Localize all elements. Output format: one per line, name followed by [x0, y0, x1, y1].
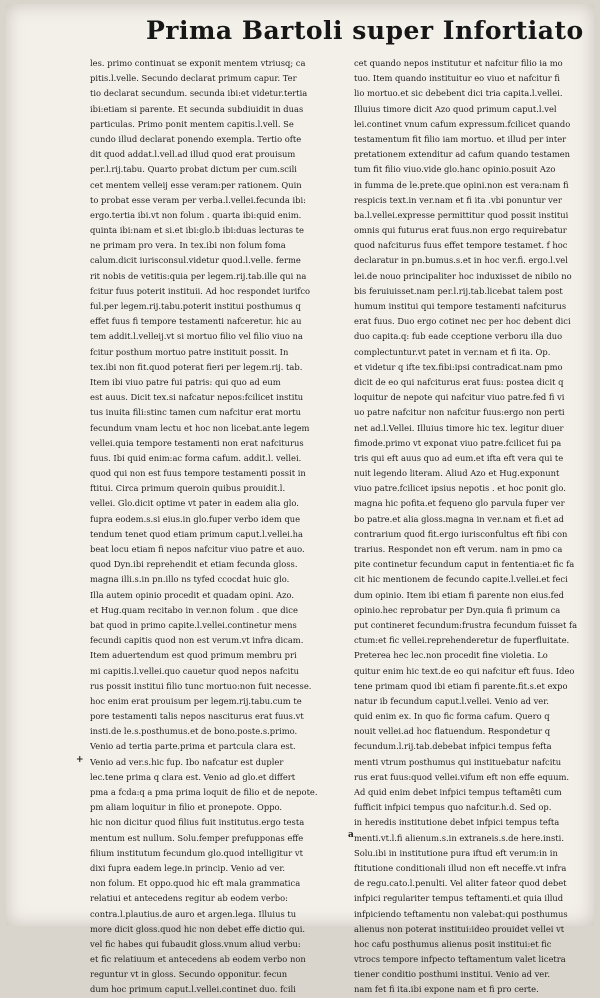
text-line: cet quando nepos institutur et nafcitur filio ia mo	[354, 58, 563, 68]
text-line: Venio ad tertia parte.prima et partcula clara est.	[90, 741, 296, 752]
text-line: quod Dyn.ibi reprehendit et etiam fecunda gloss.	[90, 559, 298, 570]
text-line: calum.dicit iurisconsul.videtur quod.l.velle. ferme	[90, 255, 301, 266]
right-text-column	[354, 56, 590, 998]
text-line: infpiciendo teftamentu non valebat:qui posthumus	[354, 908, 568, 919]
text-line: quinta ibi:nam et si.et ibi:glo.b ibi:duas lecturas te	[90, 225, 304, 236]
text-line: vellei.quia tempore testamenti non erat nafciturus	[90, 437, 304, 448]
text-line: contra.l.plautius.de auro et argen.lega. Illuius tu	[90, 908, 297, 919]
text-line: cet mentem velleij esse veram:per rationem. Quin	[90, 179, 302, 190]
text-line: per.l.rij.tabu. Quarto probat dictum per cum.scili	[90, 164, 297, 175]
text-line: tio declarat secundum. secunda ibi:et videtur.tertia	[90, 88, 308, 99]
text-line: mi capitis.l.vellei.quo cauetur quod nepos nafcitu	[90, 665, 299, 676]
text-line: in heredis institutione debet infpici tempus tefta	[354, 817, 560, 828]
text-line: fecundi capitis quod non est verum.vt infra dicam.	[90, 635, 304, 646]
text-line: reguntur vt in gloss. Secundo opponitur. fecun	[90, 969, 288, 980]
text-line: tum fit filio viuo.vide glo.hanc opinio.posuit Azo	[354, 164, 556, 175]
text-line: Item ibi viuo patre fui patris: qui quo ad eum	[90, 376, 281, 387]
text-line: bis feruiuisset.nam per.l.rij.tab.licebat talem post	[354, 285, 563, 296]
text-line: insti.de le.s.posthumus.et de bono.poste.s.primo.	[90, 726, 298, 737]
text-line: lec.tene prima q clara est. Venio ad glo.et differt	[90, 771, 296, 782]
signature-mark: a	[348, 830, 354, 840]
text-line: humum institui qui tempore testamenti nafciturus	[354, 301, 567, 311]
text-line: quod nafciturus fuus effet tempore testamet. f hoc	[354, 240, 568, 251]
text-line: loquitur de nepote qui nafcitur viuo patre.fed fi vi	[354, 392, 565, 403]
text-line: dum hoc primum caput.l.vellei.continet duo. fcili	[90, 984, 296, 995]
text-line: erat fuus. Duo ergo cotinet nec per hoc debent dici	[354, 316, 571, 327]
text-line: declaratur in pn.bumus.s.et in hoc ver.fi. ergo.l.vel	[354, 255, 568, 266]
text-line: net ad.l.Vellei. Illuius timore hic tex. legitur diuer	[354, 422, 564, 433]
text-line: tris qui eft auus quo ad eum.et ifta eft vera qui te	[354, 452, 564, 463]
text-line: et videtur q ifte tex.fibi:ipsi contradicat.nam pmo	[354, 361, 563, 372]
text-line: ba.l.vellei.expresse permittitur quod possit institui	[354, 209, 569, 220]
text-line: Illuius timore dicit Azo quod primum caput.l.vel	[354, 103, 557, 114]
text-line: fuus. Ibi quid enim:ac forma cafum. addit.l. vellei.	[90, 452, 302, 463]
text-line: testamentum fit filio iam mortuo. et illud per inter	[354, 133, 567, 144]
text-line: effet fuus fi tempore testamenti nafceretur. hic au	[90, 316, 302, 327]
text-line: vtrocs tempore infpecto teftamentum valet licetra	[354, 954, 566, 965]
text-line: particulas. Primo ponit mentem capitis.l.vell. Se	[90, 118, 294, 129]
text-line: fcitur fuus poterit instituii. Ad hoc respondet iurifco	[90, 285, 311, 296]
text-line: dixi fupra eadem lege.in princip. Venio ad ver.	[90, 862, 286, 873]
text-line: hoc enim erat prouisum per legem.rij.tabu.cum te	[90, 695, 302, 706]
book-page	[6, 4, 594, 995]
text-line: dum opinio. Item ibi etiam fi parente non eius.fed	[354, 589, 564, 600]
text-line: quid enim ex. In quo fic forma cafum. Quero q	[354, 711, 550, 722]
text-line: ibi:etiam si parente. Et secunda subdiuidit in duas	[90, 103, 304, 114]
text-line: fimode.primo vt exponat viuo patre.fcilicet fui pa	[354, 437, 562, 448]
text-line: les. primo continuat se exponit mentem vtriusq; ca	[90, 58, 306, 68]
text-line: tiener conditio posthumi institui. Venio ad ver.	[354, 969, 550, 980]
text-line: non folum. Et oppo.quod hic eft mala grammatica	[90, 878, 301, 889]
text-line: tuo. Item quando instituitur eo viuo et nafcitur fi	[354, 73, 560, 84]
text-line: tene primam quod ibi etiam fi parente.fit.s.et expo	[354, 680, 568, 691]
text-line: pitis.l.velle. Secundo declarat primum capur. Ter	[90, 73, 297, 84]
text-line: rus possit institui filio tunc mortuo:non fuit necesse.	[90, 680, 312, 691]
text-line: relatiui et antecedens regitur ab eodem verbo:	[90, 893, 288, 904]
text-line: ftitutione conditionali illud non eft neceffe.vt infra	[354, 862, 567, 873]
text-line: nam fet fi ita.ibi expone nam et fi pro certe.	[354, 984, 539, 995]
text-line: dit quod addat.l.vell.ad illud quod erat prouisum	[90, 149, 296, 160]
left-text-column	[90, 56, 342, 998]
text-line: magna illi.s.in pn.illo ns tyfed ccocdat huic glo.	[90, 574, 290, 585]
text-line: cit hic mentionem de fecundo capite.l.vellei.et feci	[354, 574, 568, 585]
text-line: vellei. Glo.dicit optime vt pater in eadem alia glo.	[90, 498, 299, 509]
text-line: fupra eodem.s.si eius.in glo.fuper verbo idem que	[90, 513, 301, 524]
text-line: quitur enim hic text.de eo qui nafcitur eft fuus. Ideo	[354, 665, 575, 676]
text-line: natur ib fecundum caput.l.vellei. Venio ad ver.	[354, 695, 549, 706]
text-line: beat locu etiam fi nepos nafcitur viuo patre et auo.	[90, 544, 305, 554]
text-line: pma a fcda:q a pma prima loquit de filio et de nepote.	[90, 787, 318, 797]
text-line: Preterea hec lec.non procedit fine violetia. Lo	[354, 650, 548, 661]
text-line: de regu.cato.l.penulti. Vel aliter fateor quod debet	[354, 878, 567, 889]
text-line: rit nobis de vetitis:quia per legem.rij.tab.ille qui na	[90, 270, 307, 281]
text-line: bo patre.et alia gloss.magna in ver.nam et fi.et ad	[354, 513, 565, 524]
text-line: hoc cafu posthumus alienus posit institui:et fic	[354, 938, 552, 949]
text-line: viuo patre.fcilicet ipsius nepotis . et hoc ponit glo.	[354, 483, 566, 494]
text-line: hic non dicitur quod filius fuit institutus.ergo testa	[90, 817, 305, 828]
text-line: lei.de nouo principaliter hoc induxisset de nibilo no	[354, 270, 572, 281]
text-line: ftitui. Circa primum queroin quibus prouidit.l.	[90, 483, 286, 494]
text-line: Illa autem opinio procedit et quadam opini. Azo.	[90, 589, 295, 600]
text-line: uo patre nafcitur non nafcitur fuus:ergo non perti	[354, 407, 565, 418]
text-line: tem addit.l.velleij.vt si mortuo filio vel filio viuo na	[90, 331, 303, 342]
text-line: est auus. Dicit tex.si nafcatur nepos:fcilicet institu	[90, 392, 304, 403]
text-line: rus erat fuus:quod vellei.vifum eft non effe equum.	[354, 771, 570, 782]
text-line: infpici regulariter tempus teftamenti.et quia illud	[354, 893, 564, 904]
text-line: Item aduertendum est quod primum membru pri	[90, 650, 297, 661]
text-line: bat quod in primo capite.l.vellei.continetur mens	[90, 619, 297, 630]
text-line: tus inuita fili:stinc tamen cum nafcitur erat mortu	[90, 407, 301, 418]
running-header: Prima Bartoli super Infortiato	[146, 16, 584, 45]
text-line: alienus non poterat institui:ideo prouidet vellei vt	[354, 923, 565, 934]
text-line: in fumma de le.prete.que opini.non est vera:nam fi	[354, 179, 569, 190]
text-line: lio mortuo.et sic debebent dici tria capita.l.vellei.	[354, 88, 563, 99]
text-line: duo capita.q: fub eade cceptione verboru illa duo	[354, 331, 563, 342]
text-line: nouit vellei.ad hoc flatuendum. Respondetur q	[354, 726, 551, 737]
text-line: mentum est nullum. Solu.femper prefupponas effe	[90, 832, 304, 843]
text-line: omnis qui futurus erat fuus.non ergo requirebatur	[354, 225, 567, 236]
text-line: trarius. Respondet non eft verum. nam in pmo ca	[354, 544, 563, 554]
text-line: more dicit gloss.quod hic non debet effe dictio qui.	[90, 923, 306, 934]
text-line: respicis text.in ver.nam et fi ita .vbi ponuntur ver	[354, 194, 562, 205]
text-line: et Hug.quam recitabo in ver.non folum . que dice	[90, 604, 298, 615]
text-line: dicit de eo qui nafciturus erat fuus: postea dicit q	[354, 376, 564, 387]
text-line: vel fic habes qui fubaudit gloss.vnum aliud verbu:	[90, 938, 301, 949]
text-line: menti.vt.l.fi alienum.s.in extraneis.s.de here.insti.	[354, 832, 564, 843]
text-line: fufficit infpici tempus quo nafcitur.h.d. Sed op.	[354, 802, 552, 813]
text-line: quod qui non est fuus tempore testamenti possit in	[90, 468, 306, 479]
text-line: fecundum vnam lectu et hoc non licebat.ante legem	[90, 422, 310, 433]
text-line: tex.ibi non fit.quod poterat fieri per legem.rij. tab.	[90, 361, 303, 372]
text-line: et fic relatiuum et antecedens ab eodem verbo non	[90, 954, 306, 965]
text-line: filium institutum fecundum glo.quod intelligitur vt	[90, 847, 303, 858]
text-line: complectuntur.vt patet in ver.nam et fi ita. Op.	[354, 346, 551, 357]
text-line: tendum tenet quod etiam primum caput.l.vellei.ha	[90, 528, 303, 539]
text-line: to probat esse veram per verba.l.vellei.fecunda ibi:	[90, 194, 306, 205]
text-line: ne primam pro vera. In tex.ibi non folum foma	[90, 240, 286, 251]
text-line: fecundum.l.rij.tab.debebat infpici tempus fefta	[354, 741, 552, 752]
text-line: pm aliam loquitur in filio et pronepote. Oppo.	[90, 802, 283, 813]
text-line: pite continetur fecundum caput in fententia:et fic fa	[354, 559, 575, 570]
text-line: ful.per legem.rij.tabu.poterit institui posthumus q	[90, 301, 301, 311]
text-line: fcitur posthum mortuo patre instituit possit. In	[90, 346, 289, 357]
text-line: Ad quid enim debet infpici tempus teftamêti cum	[354, 787, 562, 797]
text-line: cundo illud declarat ponendo exempla. Tertio ofte	[90, 133, 302, 144]
text-line: contrarium quod fit.ergo iurisconfultus eft fibi con	[354, 528, 568, 539]
text-line: Venio ad ver.s.hic fup. Ibo nafcatur est dupler	[90, 756, 284, 767]
text-line: put contineret fecundum:frustra fecundum fuisset fa	[354, 619, 578, 630]
text-line: nuit legendo literam. Aliud Azo et Hug.exponunt	[354, 468, 560, 479]
text-line: ctum:et fic vellei.reprehenderetur de fuperfluitate.	[354, 635, 570, 646]
margin-marker: +	[76, 755, 84, 765]
text-line: pore testamenti talis nepos nasciturus erat fuus.vt	[90, 711, 304, 722]
text-line: magna hic pofita.et fequeno glo parvula fuper ver	[354, 498, 565, 509]
text-line: menti vtrum posthumus qui instituebatur nafcitu	[354, 756, 562, 767]
text-line: lei.continet vnum cafum expressum.fcilicet quando	[354, 118, 571, 129]
text-line: Solu.ibi in institutione pura iftud eft verum:in in	[354, 847, 558, 858]
text-line: ergo.tertia ibi.vt non folum . quarta ibi:quid enim.	[90, 209, 302, 220]
text-line: opinio.hec reprobatur per Dyn.quia fi primum ca	[354, 604, 561, 615]
text-line: pretationem extenditur ad cafum quando testamen	[354, 149, 571, 160]
